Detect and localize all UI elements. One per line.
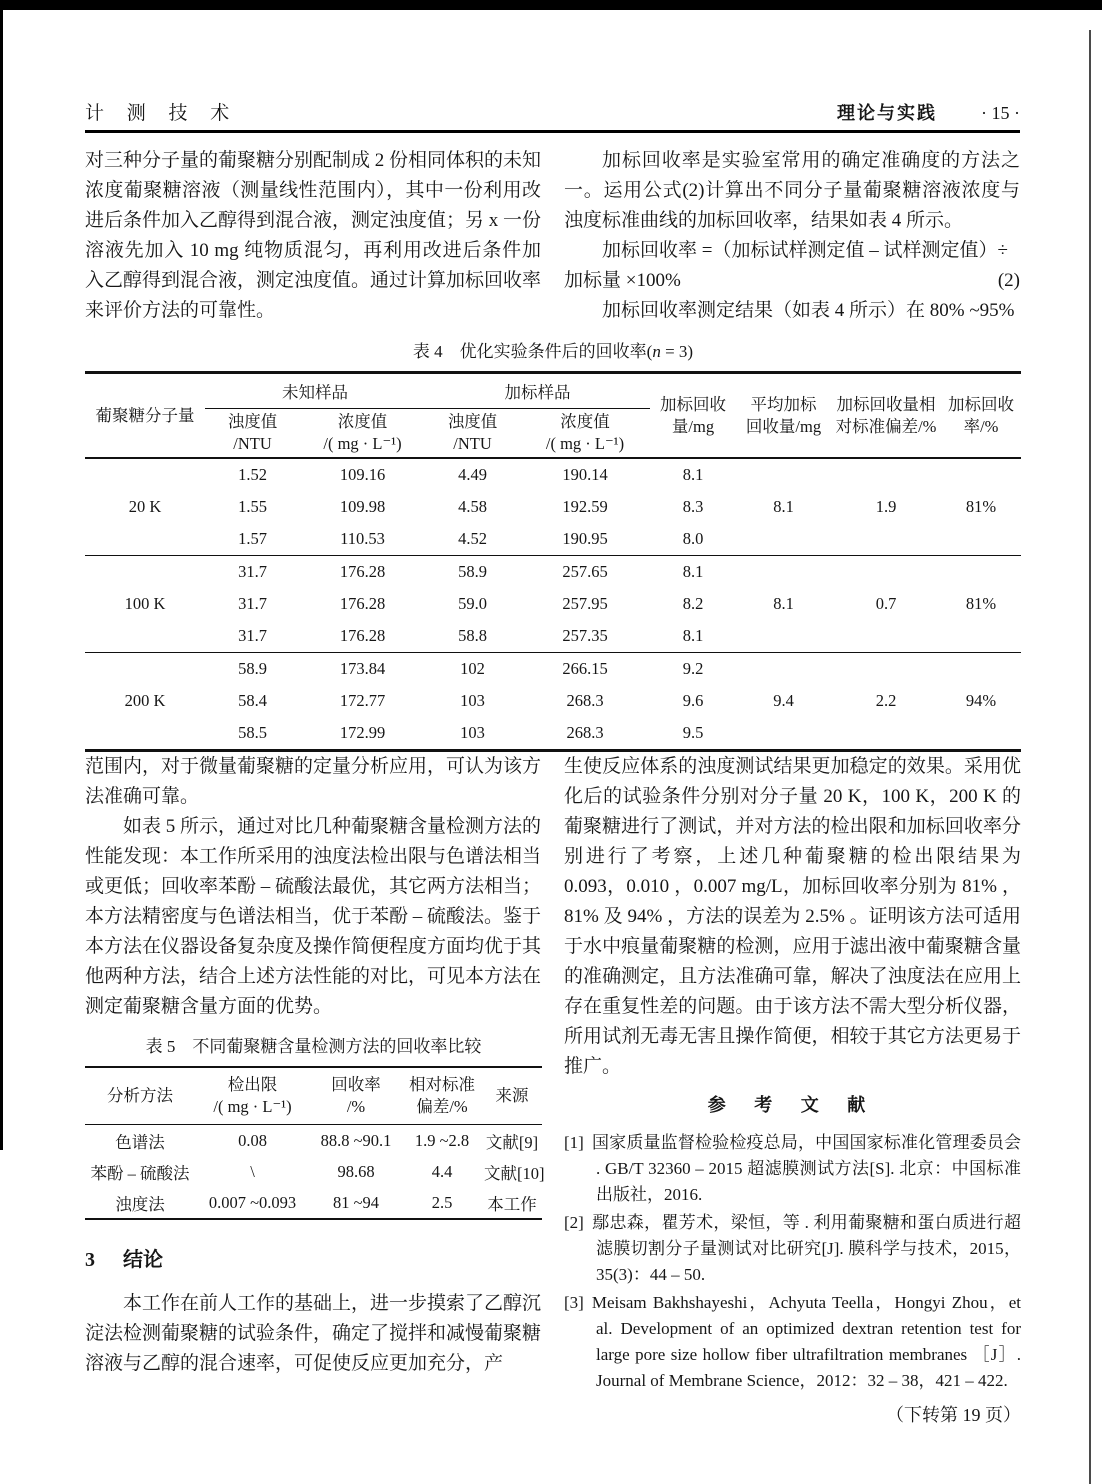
reference-marker: [3] [564, 1293, 584, 1312]
table-cell: 0.007 ~0.093 [208, 1192, 297, 1212]
table-cell: 本工作 [487, 1194, 537, 1214]
recovery-rate-cell: 81% [941, 458, 1021, 556]
paragraph: 如表 5 所示，通过对比几种葡聚糖含量检测方法的性能发现：本工作所采用的浊度法检出限与色谱法相当或更低；回收率苯酚 – 硫酸法最优，其它两方法相当；本方法精密度与色谱法相当，优于苯酚 – 硫酸法。鉴于本方法在仪器设备复杂度及操作简便程度方面均优于其他两种方法，结合上述方法性能的对比，可见本方法在测定葡聚糖含量方面的优势。 [85, 816, 542, 1017]
average-recovery-cell: 8.1 [736, 458, 831, 556]
formula-left-side: 加标量 ×100% [564, 270, 681, 291]
reference-text: 国家质量监督检验检疫总局，中国国家标准化管理委员会 . GB/T 32360 – 2015 超滤膜测试方法[S]. 北京：中国标准出版社，2016. [591, 1133, 1021, 1204]
table-cell: 31.7 [238, 594, 267, 613]
table-cell: 8.3 [682, 497, 704, 516]
header-rule [85, 130, 1020, 133]
table-cell: 58.8 [458, 626, 487, 645]
table5-header-row [85, 1067, 542, 1125]
table-cell: 1.52 [205, 458, 300, 491]
recovery-rate-cell: 94% [941, 653, 1021, 751]
reference-item [564, 1130, 1021, 1208]
table-cell: 8.1 [650, 556, 736, 589]
table-cell: 109.98 [339, 497, 386, 516]
table5-row [85, 1187, 542, 1219]
references-heading: 参 考 文 献 [707, 1095, 878, 1115]
paragraph: 范围内，对于微量葡聚糖的定量分析应用，可认为该方法准确可靠。 [85, 756, 542, 807]
paragraph: 对三种分子量的葡聚糖分别配制成 2 份相同体积的未知浓度葡聚糖溶液（测量线性范围内），其中一份利用改进后条件加入乙醇得到混合液，测定浊度值；另 x 一份溶液先加入 10 mg 纯物质混匀，再利用改进后条件加入乙醇得到混合液，测定浊度值。通过计算加标回收率来评价方法的可靠性。 [85, 150, 542, 321]
table4-body [85, 458, 1021, 751]
table-cell: 88.8 ~90.1 [320, 1130, 392, 1150]
header-group-unknown-sample: 未知样品 [205, 373, 425, 409]
header-recovery: 回收率 /% [310, 1067, 402, 1125]
header-concentration-spiked: 浓度值 /( mg · L⁻¹) [520, 409, 650, 459]
table4-section [85, 337, 1021, 752]
table4-row [85, 458, 1021, 491]
table-cell: 172.99 [339, 723, 386, 742]
table-cell: 8.2 [682, 594, 704, 613]
header-spike-recovery-amount: 加标回收 量/mg [650, 373, 736, 459]
table-cell: 110.53 [340, 529, 385, 548]
table-cell: 59.0 [458, 594, 487, 613]
table-cell: 266.15 [520, 653, 650, 686]
header-rsd: 相对标准 偏差/% [402, 1067, 482, 1125]
formula-line-1: 加标回收率 =（加标试样测定值 – 试样测定值）÷ [602, 240, 1008, 261]
scan-edge-right [1089, 30, 1091, 1484]
table-cell: 98.68 [337, 1161, 375, 1181]
table-cell: 1.9 ~2.8 [414, 1130, 470, 1150]
table-cell: 257.65 [520, 556, 650, 589]
header-concentration-unknown: 浓度值 /( mg · L⁻¹) [300, 409, 425, 459]
table-cell: 176.28 [300, 556, 425, 589]
table4-caption-label: 表 4 [412, 342, 443, 361]
running-head [85, 98, 1020, 125]
table5-row [85, 1156, 542, 1187]
table-cell: 173.84 [300, 653, 425, 686]
scan-edge-top [0, 0, 1102, 10]
reference-marker: [2] [564, 1213, 584, 1232]
molecular-weight-cell: 200 K [85, 653, 205, 751]
header-recovery-rate: 加标回收 率/% [941, 373, 1021, 459]
table-cell: 109.16 [300, 458, 425, 491]
table-cell: 4.4 [431, 1161, 453, 1181]
header-average-recovery-amount: 平均加标 回收量/mg [736, 373, 831, 459]
column-theme-label: 理论与实践 [837, 103, 937, 123]
table-cell: 81 ~94 [332, 1192, 380, 1212]
paragraph: 生使反应体系的浊度测试结果更加稳定的效果。采用优化后的试验条件分别对分子量 20 K，100 K，200 K 的葡聚糖进行了测试，并对方法的检出限和加标回收率分别进行了考察，上述几种葡聚糖的检出限结果为 0.093，0.010 ，0.007 mg/L，加标回收率分别为 81% ，81% 及 94% ，方法的误差为 2.5% 。证明该方法可适用于水中痕量葡聚糖的检测，应用于滤出液中葡聚糖含量的准确测定，且方法准确可靠，解决了浊度法在应用上存在重复性差的问题。由于该方法不需大型分析仪器，所用试剂无毒无害且操作简便，相较于其它方法更易于推广。 [564, 756, 1021, 1077]
average-recovery-cell: 9.4 [736, 653, 831, 751]
table-cell: 0.08 [238, 1130, 267, 1150]
top-right-column [564, 146, 1020, 326]
table-cell: 1.55 [238, 497, 267, 516]
header-detection-limit: 检出限 /( mg · L⁻¹) [195, 1067, 310, 1125]
formula-line-2 [564, 266, 1020, 296]
header-turbidity-spiked: 浊度值 /NTU [425, 409, 520, 459]
table-cell: 31.7 [205, 556, 300, 589]
table4-caption-title: 优化实验条件后的回收率( [459, 342, 653, 361]
table-cell: 257.35 [562, 626, 608, 645]
table-cell: 268.3 [566, 691, 604, 710]
mid-left-column [85, 752, 541, 1022]
table5-row [85, 1125, 542, 1157]
mid-right-column [564, 752, 1021, 1430]
paragraph: 本工作在前人工作的基础上，进一步摸索了乙醇沉淀法检测葡聚糖的试验条件，确定了搅拌和减慢葡聚糖溶液与乙醇的混合速率，可促使反应更加充分，产 [85, 1293, 542, 1374]
header-group-spiked-sample: 加标样品 [425, 373, 650, 409]
table-cell: 4.52 [458, 529, 487, 548]
table-cell: 苯酚 – 硫酸法 [90, 1163, 190, 1183]
rsd-cell: 2.2 [831, 653, 941, 751]
table-cell: 2.5 [431, 1192, 453, 1212]
table-cell: 文献[9] [485, 1132, 539, 1152]
header-source: 来源 [482, 1067, 542, 1125]
page-number: · 15 · [981, 103, 1020, 123]
table-cell: 192.59 [562, 497, 608, 516]
paragraph: 加标回收率测定结果（如表 4 所示）在 80% ~95% [602, 300, 1015, 321]
table-cell: 8.1 [650, 458, 736, 491]
section-title: 结论 [123, 1249, 163, 1271]
table4-caption [85, 337, 1021, 362]
table-cell: 103 [460, 691, 485, 710]
table4-caption-suffix: = 3) [660, 342, 694, 361]
rsd-cell: 1.9 [831, 458, 941, 556]
table5-caption [85, 1032, 542, 1057]
reference-text: Meisam Bakhshayeshi，Achyuta Teella，Hongyi Zhou，et al. Development of an optimized dextran retention test for large pore size hollow fiber ultrafiltration membranes ［J］. Journal of Membrane Science，2012：32 – 38，421 – 422. [591, 1293, 1021, 1390]
table4-row [85, 653, 1021, 686]
table-cell: 9.6 [682, 691, 704, 710]
reference-item [564, 1210, 1021, 1288]
table-cell: 103 [460, 723, 485, 742]
top-left-column [85, 146, 541, 326]
table5-body [85, 1125, 545, 1220]
table-cell: 190.14 [520, 458, 650, 491]
table-cell: 9.2 [650, 653, 736, 686]
table4 [85, 371, 1021, 752]
table-cell: 8.0 [682, 529, 704, 548]
table-cell: 9.5 [682, 723, 704, 742]
header-relative-standard-deviation: 加标回收量相 对标准偏差/% [831, 373, 941, 459]
continued-on-page-note: （下转第 19 页） [886, 1405, 1021, 1425]
table-cell: 58.9 [205, 653, 300, 686]
table-cell: 4.58 [458, 497, 487, 516]
table-cell: 176.28 [339, 626, 386, 645]
table-cell: 1.57 [238, 529, 267, 548]
journal-title: 计 测 技 术 [85, 103, 239, 124]
reference-marker: [1] [564, 1133, 584, 1152]
equation-number: (2) [997, 270, 1020, 291]
header-analysis-method: 分析方法 [85, 1067, 195, 1125]
table5-caption-label: 表 5 [145, 1037, 176, 1056]
table-cell: 8.1 [682, 626, 704, 645]
reference-text: 鄢忠森，瞿芳术，梁恒，等 . 利用葡聚糖和蛋白质进行超滤膜切割分子量测试对比研究[J]. 膜科学与技术，2015，35(3)：44 – 50. [591, 1213, 1021, 1284]
section-heading [85, 1243, 541, 1272]
table-cell: 257.95 [562, 594, 608, 613]
table-cell: 102 [425, 653, 520, 686]
table5-section [85, 1032, 545, 1220]
table5-caption-title: 不同葡聚糖含量检测方法的回收率比较 [192, 1037, 482, 1056]
reference-item [564, 1290, 1021, 1394]
table4-caption-variable: n [652, 342, 661, 361]
header-molecular-weight: 葡聚糖分子量 [85, 373, 205, 459]
scan-edge-left [0, 0, 3, 1150]
table-cell: 190.95 [562, 529, 608, 548]
header-turbidity-unknown: 浊度值 /NTU [205, 409, 300, 459]
table-cell: 172.77 [339, 691, 386, 710]
average-recovery-cell: 8.1 [736, 556, 831, 653]
reference-list [564, 1130, 1021, 1394]
table4-row [85, 556, 1021, 589]
table-cell: 4.49 [425, 458, 520, 491]
table-cell: 176.28 [339, 594, 386, 613]
table4-header-row-1 [85, 373, 1021, 409]
table-cell: 268.3 [566, 723, 604, 742]
conclusion-section [85, 1243, 541, 1379]
paragraph: 加标回收率是实验室常用的确定准确度的方法之一。运用公式(2)计算出不同分子量葡聚糖溶液浓度与浊度标准曲线的加标回收率，结果如表 4 所示。 [564, 150, 1020, 231]
molecular-weight-cell: 20 K [85, 458, 205, 556]
recovery-rate-cell: 81% [941, 556, 1021, 653]
table-cell: \ [250, 1161, 255, 1181]
molecular-weight-cell: 100 K [85, 556, 205, 653]
table-cell: 31.7 [238, 626, 267, 645]
table-cell: 58.4 [238, 691, 267, 710]
table5 [85, 1066, 545, 1220]
section-number: 3 [85, 1249, 95, 1271]
table-cell: 58.9 [425, 556, 520, 589]
table-cell: 文献[10] [484, 1163, 545, 1183]
table-cell: 色谱法 [115, 1132, 165, 1152]
table-cell: 浊度法 [115, 1194, 165, 1214]
table-cell: 58.5 [238, 723, 267, 742]
rsd-cell: 0.7 [831, 556, 941, 653]
